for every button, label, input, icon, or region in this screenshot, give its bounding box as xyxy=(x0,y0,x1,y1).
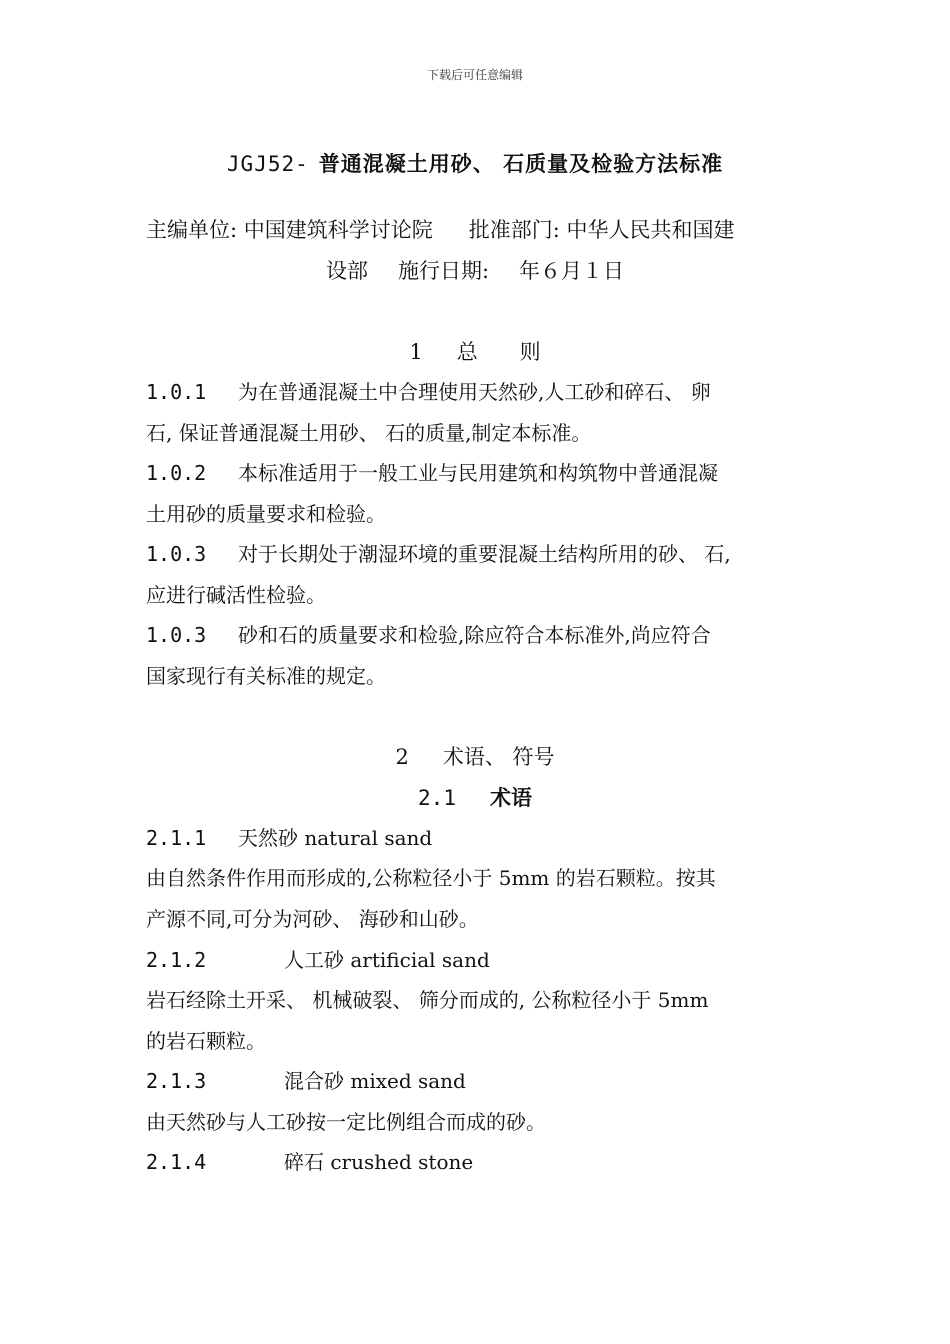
approval-value-cont: 设部 xyxy=(325,259,368,283)
title-text: 普通混凝土用砂、 石质量及检验方法标准 xyxy=(318,152,724,176)
clause-number: 1.0.3 xyxy=(146,542,207,566)
term-2-1-3 xyxy=(146,1065,816,1094)
editor-info-line-2 xyxy=(0,255,950,285)
section-2-1-number: 2.1 xyxy=(418,786,456,810)
term-number: 2.1.1 xyxy=(146,826,207,850)
chapter-2-heading xyxy=(0,741,950,771)
clause-number: 1.0.1 xyxy=(146,380,207,404)
header-note: 下载后可任意编辑 xyxy=(426,68,523,82)
approval-label: 批准部门: xyxy=(468,218,560,242)
term-2-1-4 xyxy=(146,1146,816,1175)
effective-date-label: 施行日期: xyxy=(397,259,490,283)
term-2-1-2-def: 岩石经除土开采、 机械破裂、 筛分而成的, 公称粒径小于 5mm xyxy=(146,988,709,1012)
term-number: 2.1.3 xyxy=(146,1069,207,1093)
clause-text: 本标准适用于一般工业与民用建筑和构筑物中普通混凝 xyxy=(238,461,718,485)
chapter-2-title: 术语、 符号 xyxy=(442,745,555,769)
effective-date-value: 年６月１日 xyxy=(519,259,625,283)
chief-editor-value: 中国建筑科学讨论院 xyxy=(243,218,433,242)
term-2-1-2 xyxy=(146,944,816,973)
clause-1-0-3b xyxy=(146,619,816,648)
clause-number: 1.0.2 xyxy=(146,461,207,485)
clause-1-0-3b-cont: 国家现行有关标准的规定。 xyxy=(146,664,386,688)
approval-value: 中华人民共和国建 xyxy=(566,218,735,242)
chief-editor-label: 主编单位: xyxy=(146,218,238,242)
chapter-1-number: 1 xyxy=(409,340,423,364)
editor-info-line-1 xyxy=(146,214,826,244)
term-number: 2.1.4 xyxy=(146,1150,207,1174)
clause-1-0-1 xyxy=(146,376,816,405)
term-name: 混合砂 mixed sand xyxy=(284,1069,466,1093)
section-2-1-heading xyxy=(0,782,950,812)
term-name: 人工砂 artificial sand xyxy=(284,948,490,972)
term-2-1-1 xyxy=(146,822,816,851)
standard-code: JGJ52- xyxy=(226,152,309,176)
term-name: 天然砂 natural sand xyxy=(238,826,433,850)
term-2-1-3-def: 由天然砂与人工砂按一定比例组合而成的砂。 xyxy=(146,1110,546,1134)
clause-1-0-2 xyxy=(146,457,816,486)
term-number: 2.1.2 xyxy=(146,948,207,972)
clause-number: 1.0.3 xyxy=(146,623,207,647)
clause-1-0-3 xyxy=(146,538,816,567)
clause-text: 砂和石的质量要求和检验,除应符合本标准外,尚应符合 xyxy=(238,623,711,647)
clause-1-0-2-cont: 土用砂的质量要求和检验。 xyxy=(146,502,386,526)
clause-1-0-1-cont: 石, 保证普通混凝土用砂、 石的质量,制定本标准。 xyxy=(146,421,592,445)
clause-text: 对于长期处于潮湿环境的重要混凝土结构所用的砂、 石, xyxy=(238,542,731,566)
term-name: 碎石 crushed stone xyxy=(284,1150,474,1174)
clause-1-0-3-cont: 应进行碱活性检验。 xyxy=(146,583,326,607)
chapter-2-number: 2 xyxy=(395,745,409,769)
term-2-1-1-def: 由自然条件作用而形成的,公称粒径小于 5mm 的岩石颗粒。按其 xyxy=(146,866,716,890)
section-2-1-title: 术语 xyxy=(489,786,532,810)
term-2-1-2-def-cont: 的岩石颗粒。 xyxy=(146,1029,266,1053)
chapter-1-heading xyxy=(0,336,950,366)
clause-text: 为在普通混凝土中合理使用天然砂,人工砂和碎石、 卵 xyxy=(238,380,711,404)
term-2-1-1-def-cont: 产源不同,可分为河砂、 海砂和山砂。 xyxy=(146,907,479,931)
chapter-1-title: 总 则 xyxy=(456,340,541,364)
document-title xyxy=(0,148,950,178)
